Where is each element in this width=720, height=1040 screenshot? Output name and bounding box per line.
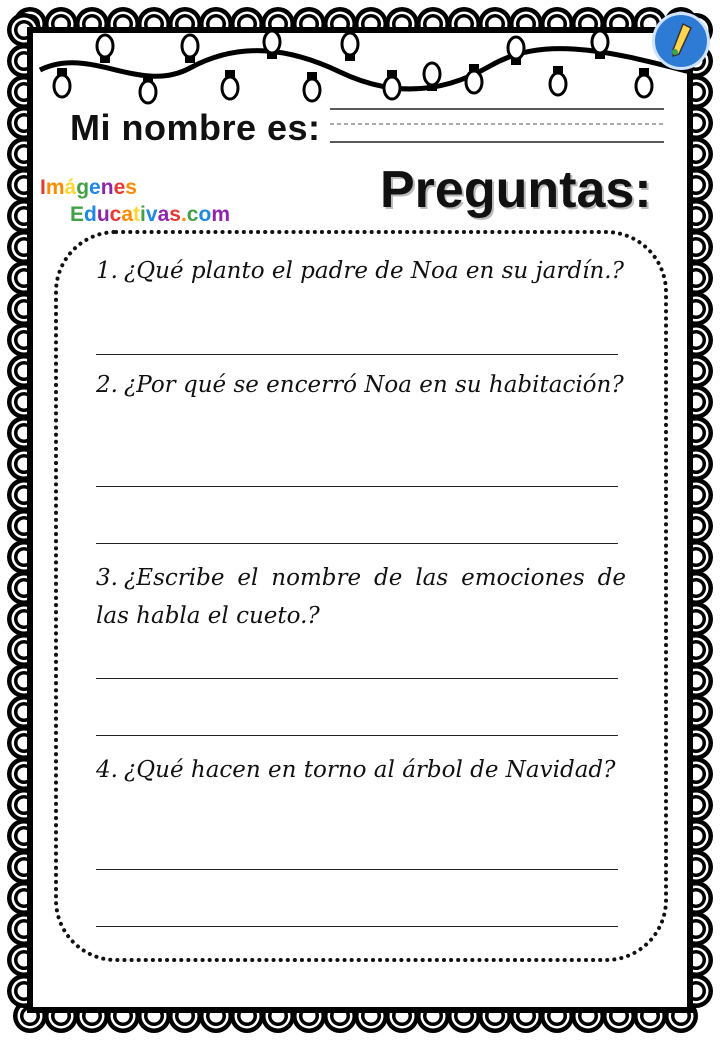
- logo-letter: a: [121, 203, 134, 226]
- question-text: ¿Escribe el nombre de las emociones de las habla el cueto.?: [96, 565, 626, 629]
- question-number: 1.: [96, 258, 118, 284]
- logo-letter: v: [145, 203, 158, 226]
- question-text: ¿Qué planto el padre de Noa en su jardín.?: [123, 258, 624, 284]
- pencil-icon: [665, 22, 697, 60]
- answer-line[interactable]: [96, 678, 618, 679]
- answer-line[interactable]: [96, 543, 618, 544]
- page-title: Preguntas:: [380, 161, 652, 219]
- question-2: [96, 366, 626, 404]
- answer-line[interactable]: [96, 486, 618, 487]
- logo-letter: á: [64, 176, 77, 199]
- logo-letter: .: [180, 203, 187, 226]
- question-4: [96, 751, 626, 789]
- logo-letter: c: [109, 203, 122, 226]
- answer-line[interactable]: [96, 354, 618, 355]
- logo-text-line2: [70, 203, 230, 227]
- logo-letter: i: [140, 203, 146, 226]
- question-1: [96, 252, 626, 290]
- answer-line[interactable]: [96, 926, 618, 927]
- logo-letter: e: [89, 176, 101, 199]
- question-3: [96, 559, 626, 635]
- logo-letter: c: [186, 203, 199, 226]
- question-number: 3.: [96, 565, 118, 591]
- logo-letter: m: [211, 203, 230, 226]
- answer-line[interactable]: [96, 735, 618, 736]
- logo-letter: d: [84, 203, 97, 226]
- question-number: 2.: [96, 372, 118, 398]
- question-text: ¿Qué hacen en torno al árbol de Navidad?: [123, 757, 616, 783]
- logo-letter: o: [198, 203, 212, 226]
- logo-letter: a: [157, 203, 170, 226]
- logo-text-line1: [40, 176, 137, 200]
- logo-letter: g: [76, 176, 90, 199]
- logo-letter: u: [96, 203, 110, 226]
- question-number: 4.: [96, 757, 118, 783]
- logo-letter: m: [45, 176, 65, 199]
- logo-letter: n: [100, 176, 114, 199]
- logo-letter: I: [40, 176, 46, 199]
- logo-letter: s: [169, 203, 181, 226]
- logo-letter: s: [125, 176, 137, 199]
- logo-letter: e: [113, 176, 126, 199]
- logo-letter: t: [133, 203, 141, 226]
- logo-letter: E: [70, 203, 85, 226]
- name-label: Mi nombre es:: [70, 107, 321, 148]
- answer-line[interactable]: [96, 869, 618, 870]
- question-text: ¿Por qué se encerró Noa en su habitación?: [123, 372, 624, 398]
